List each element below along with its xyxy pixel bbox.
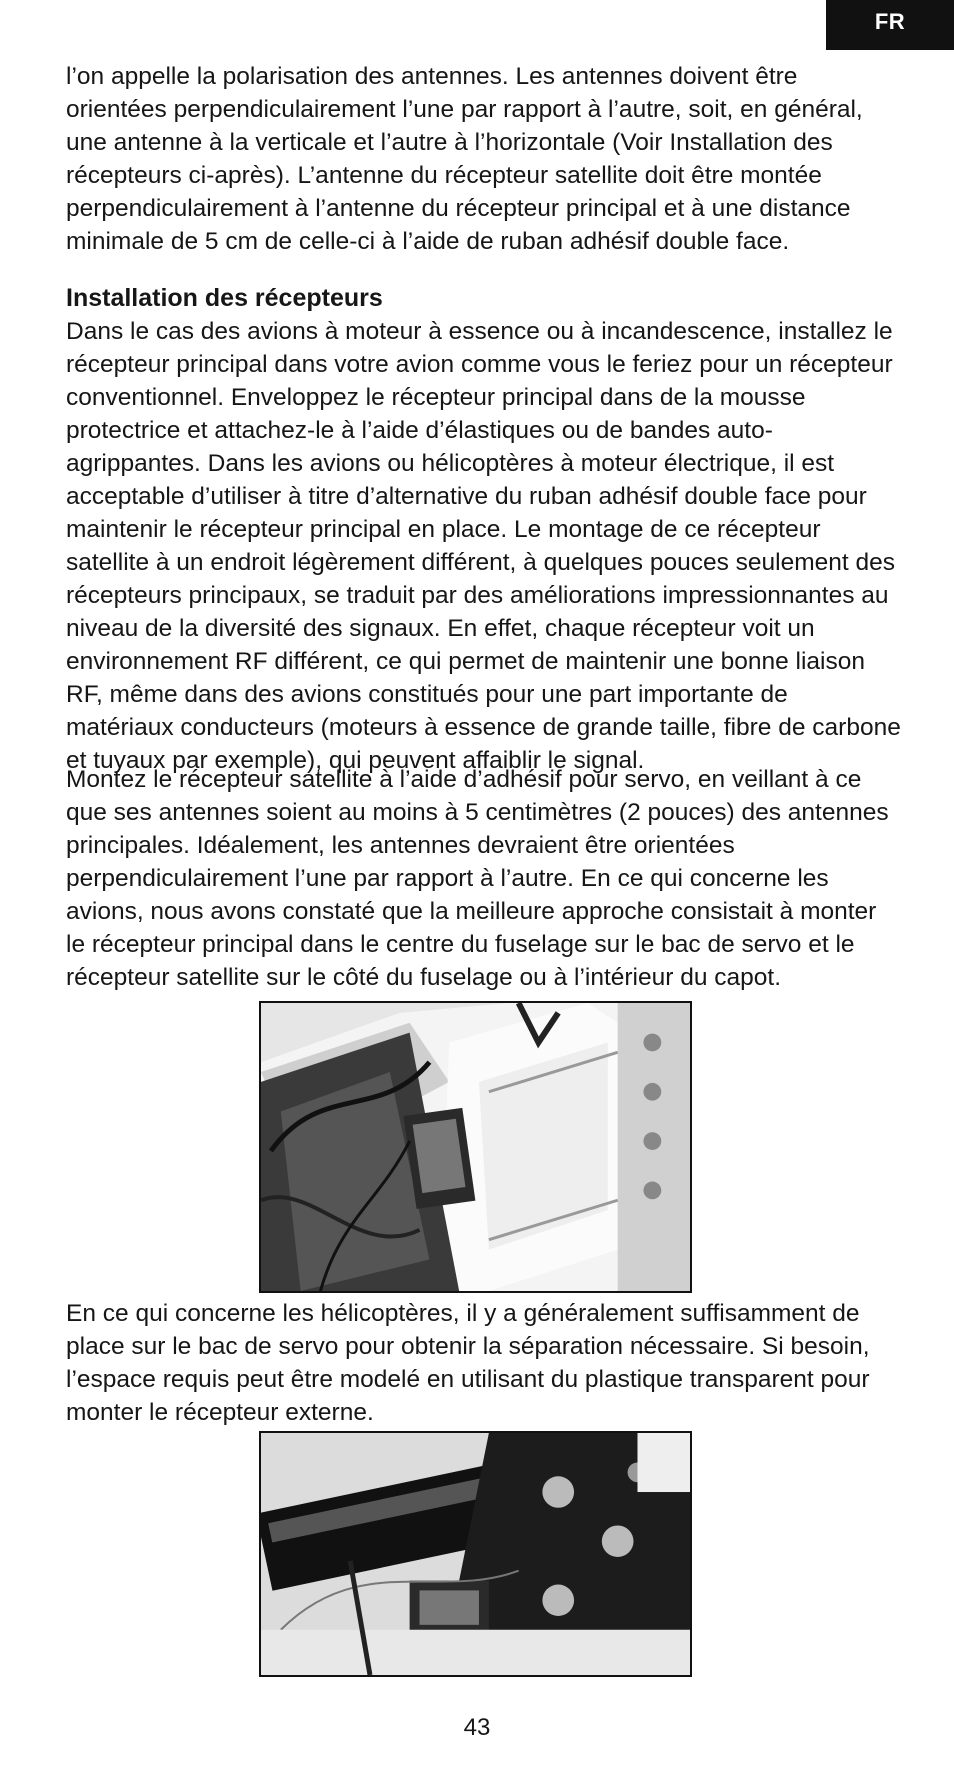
airplane-receiver-photo [259,1001,692,1293]
page-number: 43 [463,1714,491,1741]
section-heading: Installation des récepteurs [66,284,383,312]
language-tab: FR [826,0,954,50]
installation-paragraph [66,315,902,777]
mounting-text: Montez le récepteur satellite à l’aide d’adhésif pour servo, en veillant à ce que ses antennes soient au moins à 5 centimètres (2 pouces) des antennes principales. Idéalement, les antennes devraient être orientées perpendiculairement l’une par rapport à l’autre. En ce qui concerne les avions, nous avons constaté que la meilleure approche consistait à monter le récepteur principal dans le centre du fuselage sur le bac de servo et le récepteur satellite sur le côté du fuselage ou à l’intérieur du capot. [66,766,889,991]
intro-paragraph [66,60,902,258]
helicopter-receiver-photo [259,1431,692,1677]
helicopter-text: En ce qui concerne les hélicoptères, il y a généralement suffisamment de place sur le bac de servo pour obtenir la séparation nécessaire. Si besoin, l’espace requis peut être modelé en utilisant du plastique transparent pour monter le récepteur externe. [66,1300,870,1426]
installation-text: Dans le cas des avions à moteur à essence ou à incandescence, installez le récepteur principal dans votre avion comme vous le feriez pour un récepteur conventionnel. Enveloppez le récepteur principal dans de la mousse protectrice et attachez-le à l’aide d’élastiques ou de bandes auto-agrippantes. Dans les avions ou hélicoptères à moteur électrique, il est acceptable d’utiliser à titre d’alternative du ruban adhésif double face pour maintenir le récepteur principal en place. Le montage de ce récepteur satellite à un endroit légèrement différent, à quelques pouces seulement des récepteurs principaux, se traduit par des améliorations impressionnantes au niveau de la diversité des signaux. En effet, chaque récepteur voit un environnement RF différent, ce qui permet de maintenir une bonne liaison RF, même dans des avions constitués pour une part importante de matériaux conducteurs (moteurs à essence de grande taille, fibre de carbone et tuyaux par exemple), qui peuvent affaiblir le signal. [66,318,901,774]
helicopter-paragraph [66,1297,902,1429]
intro-text: l’on appelle la polarisation des antennes. Les antennes doivent être orientées perpendiculairement l’une par rapport à l’autre, soit, en général, une antenne à la verticale et l’autre à l’horizontale (Voir Installation des récepteurs ci-après). L’antenne du récepteur satellite doit être montée perpendiculairement à l’antenne du récepteur principal et à une distance minimale de 5 cm de celle-ci à l’aide de ruban adhésif double face. [66,63,863,255]
mounting-paragraph [66,763,902,994]
